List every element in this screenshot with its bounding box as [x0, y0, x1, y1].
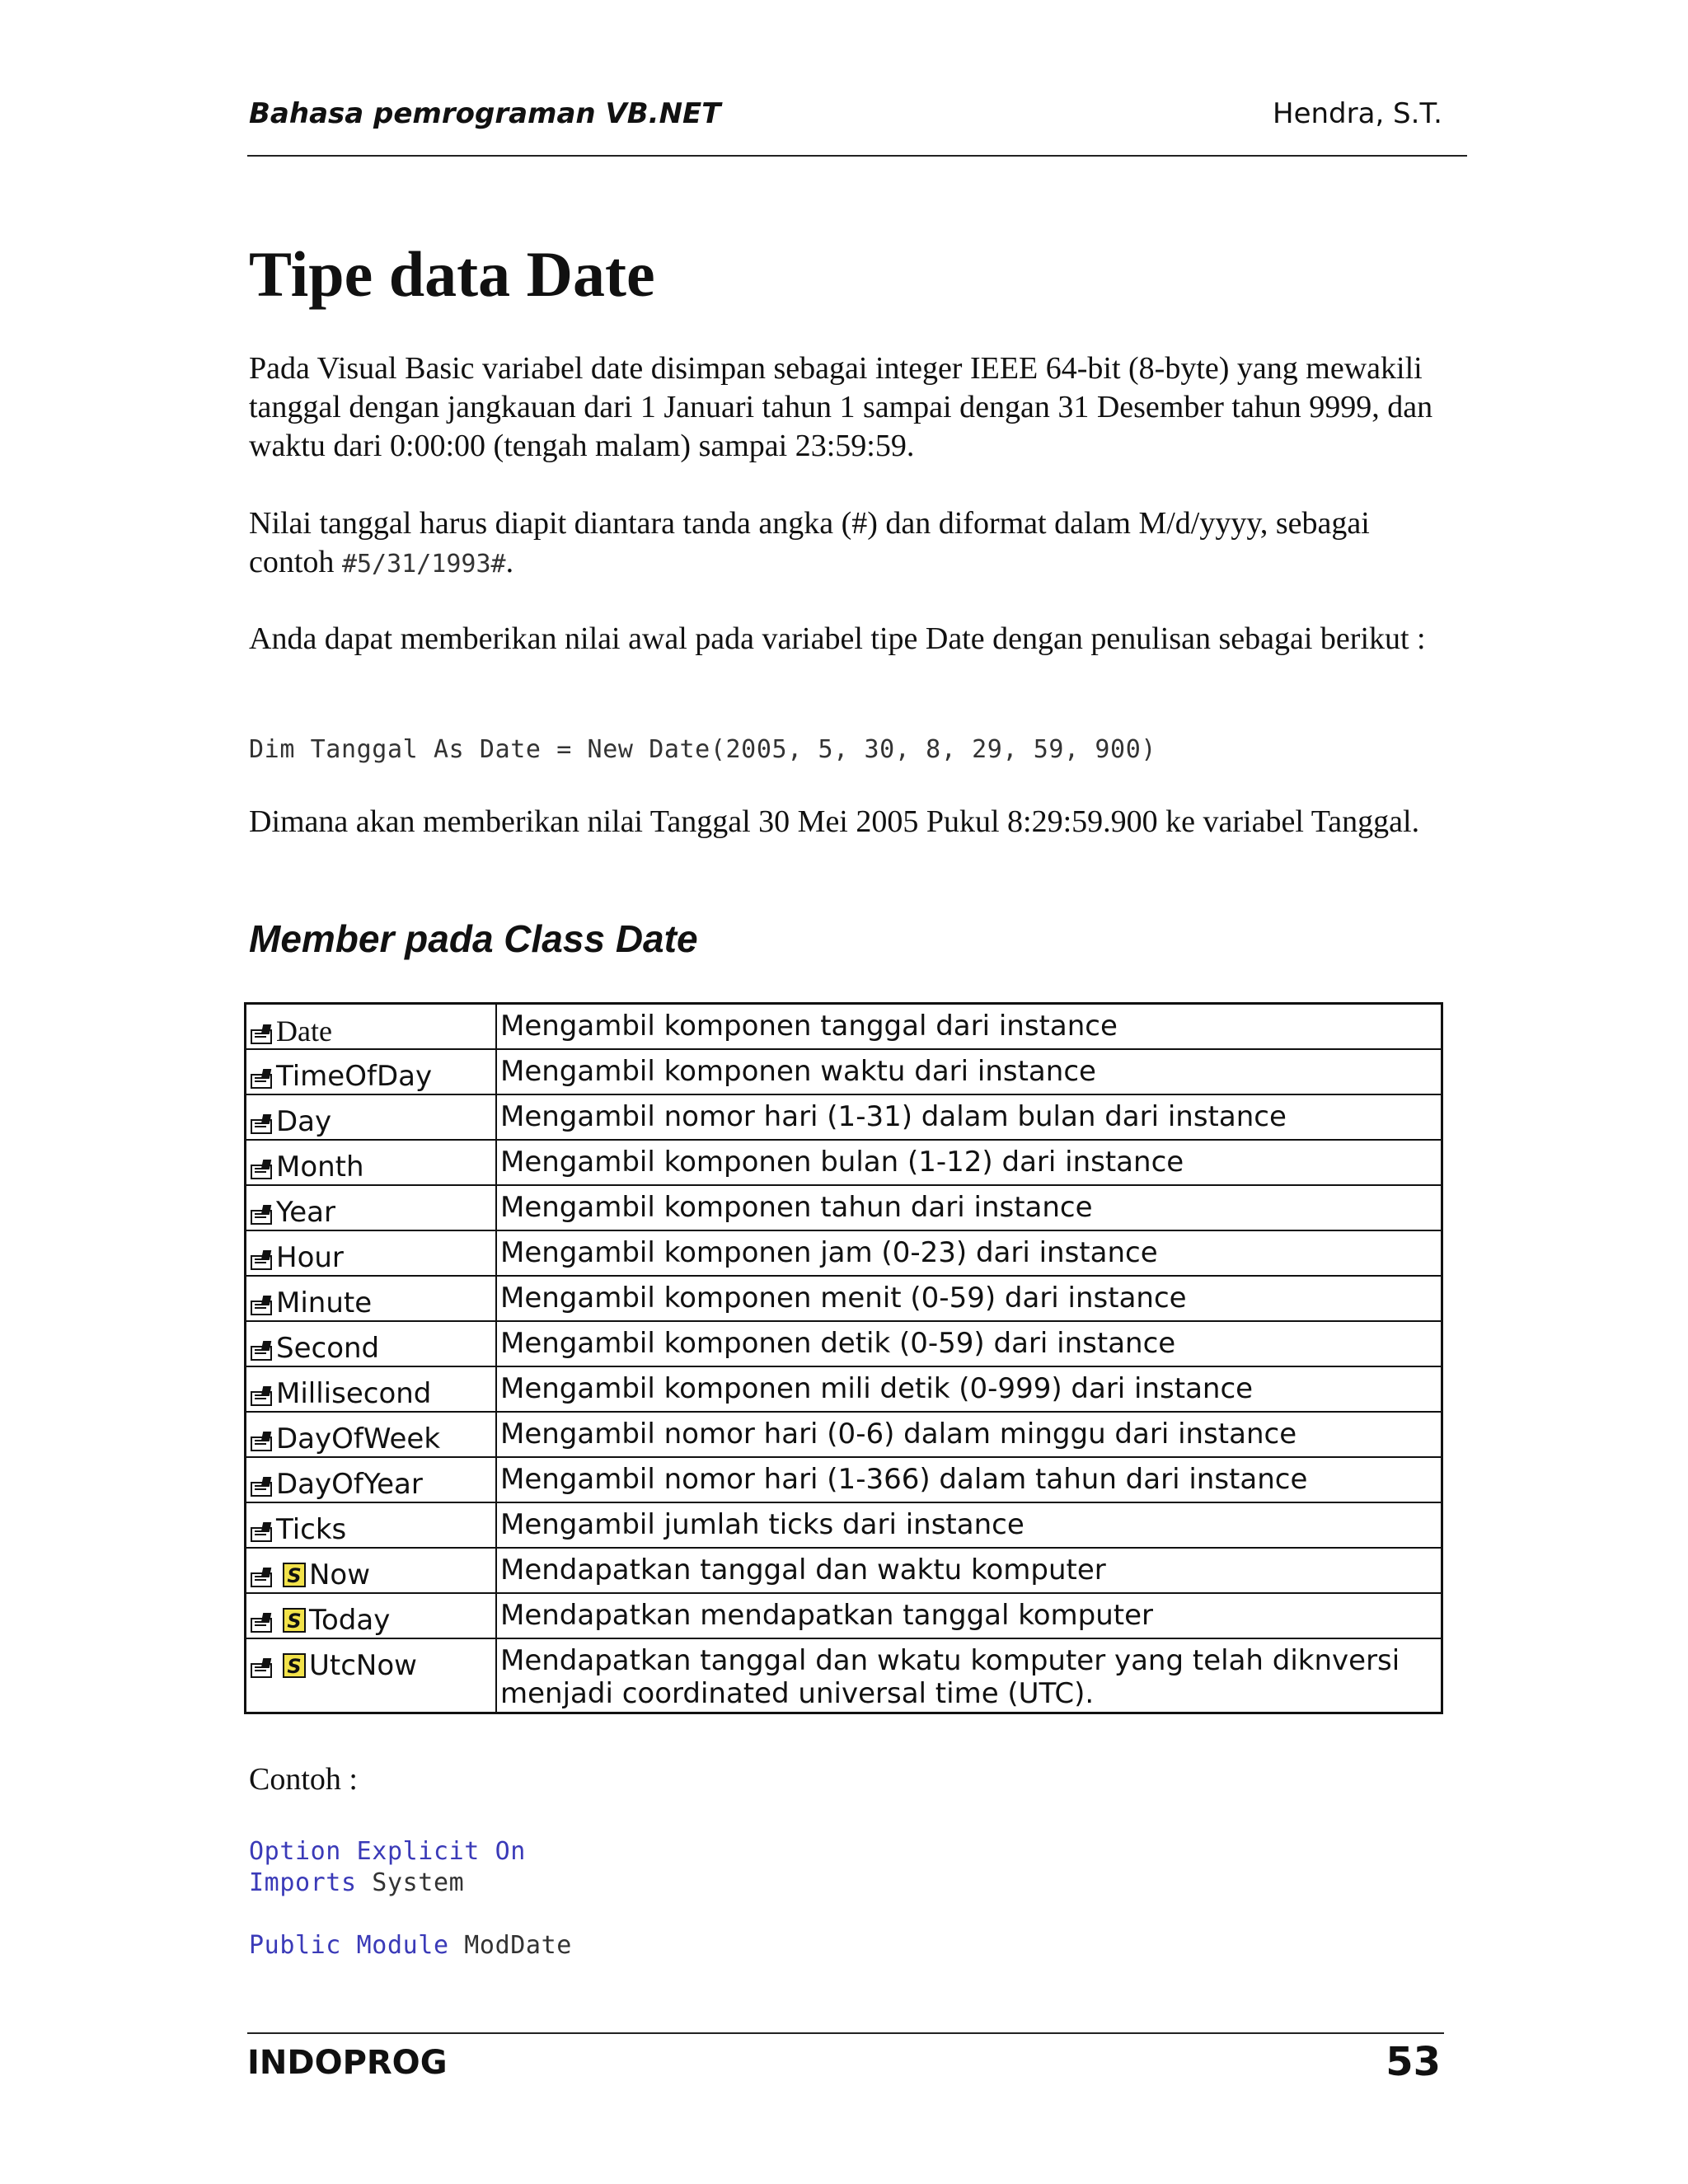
- member-desc: Mengambil jumlah ticks dari instance: [496, 1502, 1442, 1548]
- member-desc: Mengambil komponen bulan (1-12) dari instance: [496, 1140, 1442, 1185]
- date-literal-example: #5/31/1993#: [341, 550, 506, 579]
- member-name-cell: [246, 1638, 497, 1713]
- code-text: ModDate: [448, 1931, 572, 1960]
- member-desc: Mengambil komponen tanggal dari instance: [496, 1004, 1442, 1050]
- member-name-cell: [246, 1366, 497, 1412]
- table-row: [246, 1185, 1442, 1230]
- member-desc: Mengambil komponen menit (0-59) dari instance: [496, 1276, 1442, 1321]
- member-desc: Mengambil komponen jam (0-23) dari instance: [496, 1230, 1442, 1276]
- table-row: [246, 1366, 1442, 1412]
- svg-text:S: S: [287, 1610, 302, 1633]
- code-keyword: Option Explicit On: [249, 1837, 526, 1866]
- section-subtitle: Member pada Class Date: [249, 917, 698, 960]
- property-icon: [250, 1160, 274, 1178]
- member-desc: Mengambil komponen waktu dari instance: [496, 1049, 1442, 1094]
- member-name: DayOfWeek: [276, 1422, 441, 1455]
- static-member-icon: [283, 1563, 306, 1587]
- member-name-cell: [246, 1230, 497, 1276]
- footer-publisher: INDOPROG: [247, 2044, 448, 2082]
- header-author: Hendra, S.T.: [1273, 97, 1442, 130]
- table-row: [246, 1638, 1442, 1713]
- code-declaration: Dim Tanggal As Date = New Date(2005, 5, 30, 8, 29, 59, 900): [249, 735, 1157, 764]
- property-icon: [250, 1205, 274, 1223]
- property-icon: [250, 1432, 274, 1450]
- member-name-cell: [246, 1593, 497, 1638]
- static-member-icon: [283, 1653, 306, 1678]
- code-text: System: [356, 1868, 465, 1897]
- member-name: Second: [276, 1332, 380, 1365]
- header-book-title: Bahasa pemrograman VB.NET: [249, 97, 721, 130]
- result-paragraph: Dimana akan memberikan nilai Tanggal 30 Mei 2005 Pukul 8:29:59.900 ke variabel Tanggal.: [249, 804, 1420, 839]
- svg-text:S: S: [287, 1564, 302, 1587]
- page-number: 53: [1386, 2039, 1441, 2085]
- format-paragraph-end: .: [505, 545, 514, 579]
- member-desc: Mengambil komponen mili detik (0-999) dari instance: [496, 1366, 1442, 1412]
- member-name: Day: [276, 1105, 332, 1138]
- member-name-cell: [246, 1412, 497, 1457]
- format-paragraph-text: Nilai tanggal harus diapit diantara tanda angka (#) dan diformat dalam M/d/yyyy, sebagai contoh: [249, 506, 1370, 579]
- table-row: [246, 1094, 1442, 1140]
- member-name: DayOfYear: [276, 1468, 423, 1501]
- member-name: Date: [276, 1015, 332, 1047]
- member-name-cell: [246, 1548, 497, 1593]
- intro-paragraph: Pada Visual Basic variabel date disimpan sebagai integer IEEE 64-bit (8-byte) yang mewakili tanggal dengan jangkauan dari 1 Januari tahun 1 sampai dengan 31 Desember tahun 9999, dan waktu dari 0:00:00 (tengah malam) sampai 23:59:59.: [249, 351, 1433, 463]
- member-name: Minute: [276, 1286, 373, 1319]
- property-icon: [250, 1069, 274, 1087]
- member-name: Now: [309, 1558, 371, 1591]
- svg-text:S: S: [287, 1655, 302, 1678]
- property-icon: [250, 1522, 274, 1540]
- property-icon: [250, 1341, 274, 1359]
- property-icon: [250, 1477, 274, 1495]
- static-member-icon: [283, 1608, 306, 1633]
- member-name: Today: [309, 1604, 391, 1637]
- table-row: [246, 1004, 1442, 1050]
- member-desc: [496, 1638, 1442, 1713]
- page-title: Tipe data Date: [249, 238, 655, 310]
- member-name-cell: [246, 1457, 497, 1502]
- example-label: Contoh :: [249, 1762, 358, 1797]
- table-row: [246, 1276, 1442, 1321]
- table-row: [246, 1049, 1442, 1094]
- member-name: Year: [276, 1196, 335, 1229]
- property-icon: [250, 1114, 274, 1132]
- table-row: [246, 1321, 1442, 1366]
- code-keyword: Public Module: [249, 1931, 449, 1960]
- property-icon: [250, 1658, 274, 1676]
- property-icon: [250, 1613, 274, 1631]
- table-row: [246, 1140, 1442, 1185]
- table-row: [246, 1548, 1442, 1593]
- member-name: Millisecond: [276, 1377, 432, 1410]
- member-name-cell: [246, 1140, 497, 1185]
- member-name-cell: [246, 1094, 497, 1140]
- member-desc: Mengambil komponen tahun dari instance: [496, 1185, 1442, 1230]
- property-icon: [250, 1296, 274, 1314]
- member-name-cell: [246, 1049, 497, 1094]
- member-name: Hour: [276, 1241, 344, 1274]
- property-icon: [250, 1568, 274, 1586]
- member-name-cell: [246, 1321, 497, 1366]
- footer-divider: [247, 2032, 1444, 2034]
- table-row: [246, 1593, 1442, 1638]
- member-name: Ticks: [276, 1513, 347, 1546]
- member-name: Month: [276, 1151, 364, 1183]
- code-keyword: Imports: [249, 1868, 357, 1897]
- table-row: [246, 1457, 1442, 1502]
- member-desc: Mengambil nomor hari (0-6) dalam minggu dari instance: [496, 1412, 1442, 1457]
- member-name-cell: [246, 1185, 497, 1230]
- member-table: [244, 1002, 1443, 1714]
- code-example: [249, 1836, 572, 1961]
- page-header: [247, 97, 1467, 157]
- member-name: UtcNow: [309, 1649, 417, 1682]
- format-paragraph: [249, 504, 1461, 583]
- property-icon: [250, 1024, 274, 1043]
- member-name-cell: [246, 1004, 497, 1050]
- member-desc: Mendapatkan mendapatkan tanggal komputer: [496, 1593, 1442, 1638]
- table-row: [246, 1230, 1442, 1276]
- member-name-cell: [246, 1276, 497, 1321]
- member-desc-line: menjadi coordinated universal time (UTC).: [500, 1677, 1095, 1710]
- member-desc-line: Mendapatkan tanggal dan wkatu komputer yang telah diknversi: [500, 1644, 1400, 1677]
- table-row: [246, 1412, 1442, 1457]
- member-desc: Mengambil komponen detik (0-59) dari instance: [496, 1321, 1442, 1366]
- member-name: TimeOfDay: [276, 1060, 433, 1093]
- table-row: [246, 1502, 1442, 1548]
- member-desc: Mengambil nomor hari (1-366) dalam tahun dari instance: [496, 1457, 1442, 1502]
- property-icon: [250, 1250, 274, 1268]
- property-icon: [250, 1386, 274, 1404]
- init-paragraph: Anda dapat memberikan nilai awal pada variabel tipe Date dengan penulisan sebagai berikut :: [249, 621, 1426, 656]
- member-desc: Mengambil nomor hari (1-31) dalam bulan dari instance: [496, 1094, 1442, 1140]
- member-desc: Mendapatkan tanggal dan waktu komputer: [496, 1548, 1442, 1593]
- member-name-cell: [246, 1502, 497, 1548]
